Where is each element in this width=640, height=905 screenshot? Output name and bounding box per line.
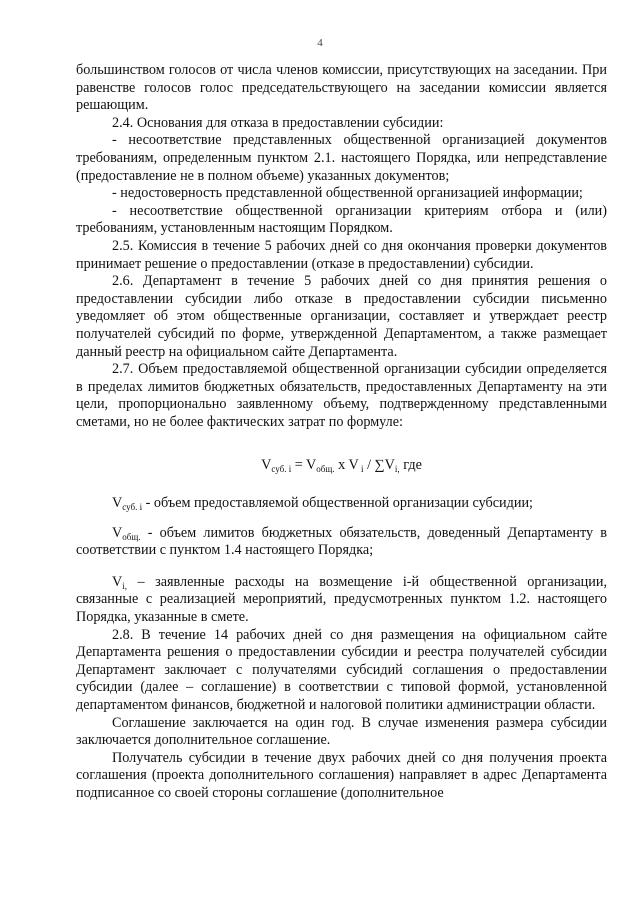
paragraph-recipient: Получатель субсидии в течение двух рабочих дней со дня получения проекта соглашения (проекта дополнительного соглашения) направляет в адрес Департамента подписанное со своей стороны соглашение (дополнительное [76,749,607,801]
definition-symbol: V [112,495,123,512]
list-item-grounds-2: - недостоверность представленной общественной организацией информации; [112,185,583,202]
paragraph-2-6: 2.6. Департамент в течение 5 рабочих дней со дня принятия решения о предоставлении субсидии либо отказе в предоставлении субсидии письменно уведомляет об этом общественные организации, составляет и утверждает реестр получателей субсидий по форме, утвержденной Департаментом, а также размещает данный реестр на официальном сайте Департамента. [76,273,607,360]
definition-symbol: V [112,573,123,590]
definition-text: - объем лимитов бюджетных обязательств, доведенный Департаменту в соответствии с пунктом 1.4 настоящего Порядка; [76,524,607,559]
paragraph-2-4: 2.4. Основания для отказа в предоставлении субсидии: [112,114,444,131]
page-number: 4 [317,37,323,49]
formula-sub-subsidy: суб. i [271,464,292,475]
list-item-grounds-3: - несоответствие общественной организации критериям отбора и (или) требованиям, установленным настоящим Порядком. [76,202,607,237]
definition-text: – заявленные расходы на возмещение i-й общественной организации, связанные с реализацией мероприятий, предусмотренных пунктом 1.2. настоящего Порядка, указанные в смете. [76,573,607,626]
definition-symbol: V [112,524,123,541]
definition-subscript: общ. [122,531,141,542]
document-body [76,62,607,803]
formula-v: V [261,457,272,474]
definition-v-claimed [76,574,607,627]
formula-sub-sum: i, [394,464,400,475]
formula [76,457,607,475]
paragraph-2-5: 2.5. Комиссия в течение 5 рабочих дней со дня окончания проверки документов принимает решение о предоставлении (отказе в предоставлении) субсидии. [76,237,607,272]
formula-sub-i: i [358,464,364,475]
formula-end: где [399,457,422,474]
formula-sub-total: общ. [316,464,335,475]
paragraph-2-8: 2.8. В течение 14 рабочих дней со дня размещения на официальном сайте Департамента решения о предоставлении субсидии и реестра получателей субсидии Департамент заключает с получателями субсидий соглашения о предоставлении субсидии (далее – соглашение) в соответствии с типовой формой, установленной департаментом финансов, бюджетной и налоговой политики администрации области. [76,626,607,713]
formula-eq: = V [291,457,317,474]
list-item-grounds-1: - несоответствие представленных общественной организацией документов требованиям, определенным пунктом 2.1. настоящего Порядка, или непредставление (предоставление не в полном объеме) указанных документов; [76,132,607,184]
definition-subscript: i, [122,580,128,591]
paragraph-agreement-term: Соглашение заключается на один год. В случае изменения размера субсидии заключается дополнительное соглашение. [76,714,607,749]
definition-v-subsidy [76,495,607,513]
definition-v-total [76,525,607,560]
definition-subscript: суб. i [122,502,143,513]
formula-mid: x V [334,457,359,474]
paragraph-2-7: 2.7. Объем предоставляемой общественной организации субсидии определяется в пределах лимитов бюджетных обязательств, предоставленных Департаменту на эти цели, пропорционально заявленному объему, подтвержденному представленными сметами, но не более фактических затрат по формуле: [76,361,607,430]
definition-text: - объем предоставляемой общественной организации субсидии; [142,495,533,512]
paragraph-continuation: большинством голосов от числа членов комиссии, присутствующих на заседании. При равенстве голосов голос председательствующего на заседании комиссии является решающим. [76,62,607,114]
formula-tail: / ∑V [363,457,395,474]
